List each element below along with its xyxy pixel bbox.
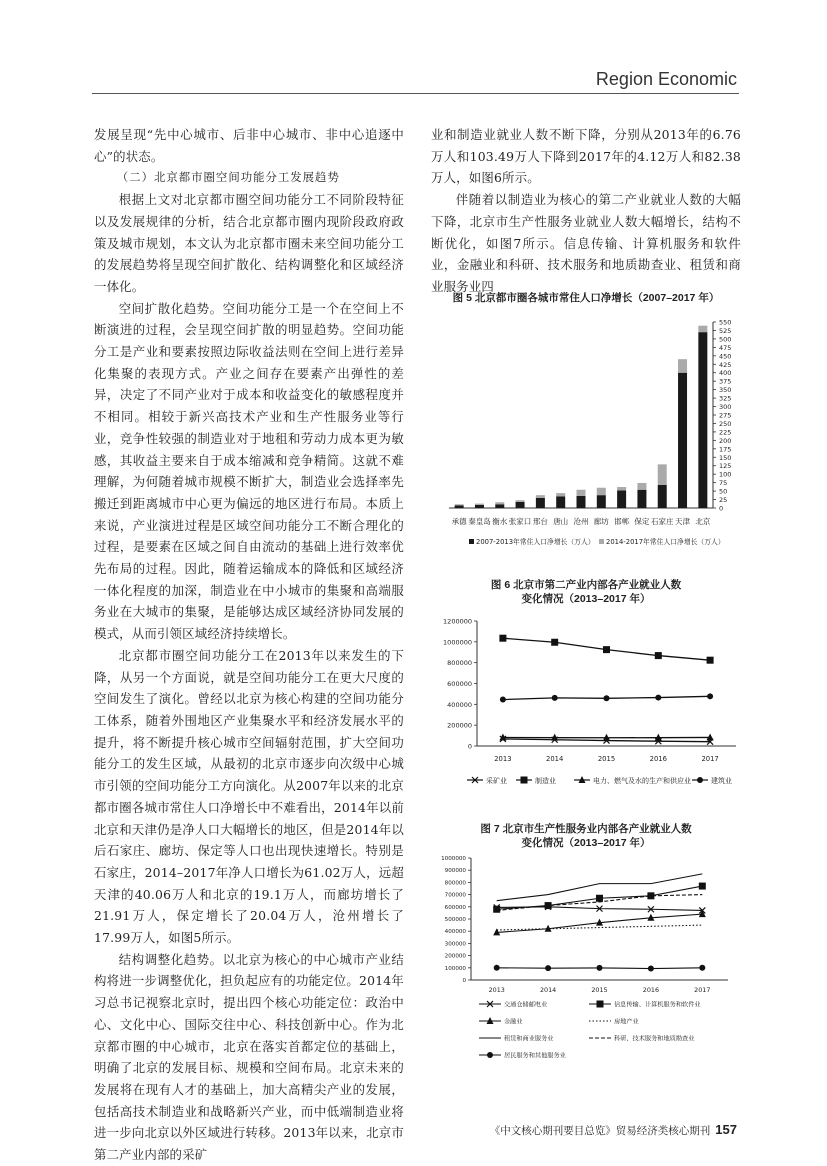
legend-label: 信息传输、计算机服务和软件业: [614, 1001, 701, 1009]
data-point: [597, 965, 603, 971]
x-tick-label: 沧州: [574, 516, 589, 526]
x-tick-label: 唐山: [553, 516, 568, 526]
y-tick-label: 0: [468, 743, 472, 751]
legend-label: 2007-2013年常住人口净增长（万人）: [476, 537, 595, 546]
figure-5-title: 图 5 北京都市圈各城市常住人口净增长（2007–2017 年）: [431, 291, 741, 305]
header-rule: [92, 93, 739, 94]
y-tick-label: 525: [719, 327, 731, 335]
legend-label: 租赁和商业服务业: [504, 1035, 554, 1043]
bar-2014-2017: [658, 464, 667, 485]
bar-2014-2017: [678, 359, 687, 373]
x-tick-label: 2017: [701, 755, 718, 763]
bar-2014-2017: [516, 500, 525, 502]
y-tick-label: 600000: [447, 680, 472, 688]
data-point: [604, 695, 610, 701]
y-tick-label: 1000000: [441, 856, 466, 862]
figure-7-title-line2: 变化情况（2013–2017 年）: [431, 836, 741, 850]
y-tick-label: 175: [719, 445, 731, 453]
data-point: [499, 635, 506, 642]
data-point: [552, 695, 558, 701]
paragraph: 发展呈现“先中心城市、后非中心城市、非中心追逐中心”的状态。: [94, 124, 404, 167]
x-tick-label: 邯郸: [614, 516, 630, 526]
y-tick-label: 375: [719, 378, 731, 386]
y-tick-label: 600000: [445, 905, 467, 911]
y-tick-label: 500000: [445, 917, 467, 923]
y-tick-label: 550: [719, 319, 731, 327]
x-tick-label: 承德: [452, 516, 467, 526]
legend-marker: [521, 777, 528, 784]
data-point: [494, 965, 500, 971]
left-column: [94, 124, 404, 1166]
bar-2014-2017: [536, 495, 545, 498]
bar-2007-2013: [556, 497, 565, 508]
legend-label: 建筑业: [711, 776, 732, 785]
y-tick-label: 425: [719, 361, 731, 369]
footer-journal: 《中文核心期刊要目总览》贸易经济类核心期刊: [490, 1125, 711, 1137]
data-point: [707, 657, 714, 664]
bar-2014-2017: [556, 493, 565, 496]
y-tick-label: 800000: [447, 659, 472, 667]
y-tick-label: 100: [719, 471, 731, 479]
paragraph: 空间扩散化趋势。空间功能分工是一个在空间上不断演进的过程，会呈现空间扩散的明显趋势。空间功能分工是产业和要素按照边际收益法则在空间上进行差异化集聚的表现方式。产业之间存在要素产出弹性的差异，决定了不同产业对于成本和收益变化的敏感程度并不相同。相较于新兴高技术产业和生产性服务业等行业，竞争性较强的制造业对于地租和劳动力成本更为敏感，其收益主要来自于成本缩减和竞争精简。这就不难理解，为何随着城市规模不断扩大，制造业会选择率先搬迁到距离城市中心更为偏远的地区进行布局。本质上来说，产业演进过程是区域空间功能分工不断合理化的过程，是要素在区域之间自由流动的基础上进行效率优先布局的过程。因此，随着运输成本的降低和区域经济一体化程度的加深，制造业在中小城市的集聚和高端服务业在大城市的集聚，是能够达成区域经济协同发展的模式，从而引领区域经济持续增长。: [94, 298, 404, 645]
bar-2007-2013: [678, 373, 687, 508]
bar-2014-2017: [577, 490, 586, 496]
y-tick-label: 400: [719, 369, 731, 377]
x-tick-label: 邢台: [533, 516, 548, 526]
x-tick-label: 廊坊: [594, 516, 609, 526]
bar-2007-2013: [637, 490, 646, 508]
x-tick-label: 2016: [643, 986, 659, 994]
legend-label: 制造业: [535, 776, 556, 785]
y-tick-label: 0: [462, 978, 466, 984]
y-tick-label: 1200000: [443, 618, 472, 626]
y-tick-label: 250: [719, 420, 731, 428]
y-tick-label: 500: [719, 335, 731, 343]
legend-label: 2014-2017年常住人口净增长（万人）: [606, 537, 725, 546]
y-tick-label: 1000000: [443, 638, 472, 646]
figure-6-title: [431, 578, 741, 606]
bar-2007-2013: [455, 505, 464, 508]
page-footer: [490, 1122, 737, 1138]
bar-2007-2013: [617, 490, 626, 508]
bar-2007-2013: [658, 485, 667, 508]
y-tick-label: 325: [719, 395, 731, 403]
data-point: [655, 652, 662, 659]
figure-7-title-line1: 图 7 北京市生产性服务业内部各产业就业人数: [431, 822, 741, 836]
y-tick-label: 900000: [445, 868, 467, 874]
data-point: [603, 646, 610, 653]
paragraph: 结构调整化趋势。以北京为核心的中心城市产业结构将进一步调整优化，担负起应有的功能定位。2014年习总书记视察北京时，提出四个核心功能定位：政治中心、文化中心、国际交往中心、科技创新中心。作为北京都市圈的中心城市，北京在落实首都定位的基础上，明确了北京的发展目标、规模和空间布局。北京未来的发展将在现有人才的基础上，加大高精尖产业的发展，包括高技术制造业和战略新兴产业，而中低端制造业将进一步向北京以外区域进行转移。2013年以来，北京市第二产业内部的采矿: [94, 949, 404, 1166]
data-point: [596, 895, 603, 902]
y-tick-label: 50: [719, 488, 727, 496]
bar-2007-2013: [536, 498, 545, 508]
y-tick-label: 275: [719, 412, 731, 420]
y-tick-label: 475: [719, 344, 731, 352]
legend-marker: [487, 1052, 493, 1058]
x-tick-label: 2017: [694, 986, 710, 994]
data-point: [493, 906, 500, 913]
bar-2007-2013: [577, 496, 586, 508]
y-tick-label: 350: [719, 386, 731, 394]
x-tick-label: 秦皇岛: [468, 516, 491, 526]
y-tick-label: 0: [719, 505, 723, 513]
x-tick-label: 衡水: [492, 516, 507, 526]
legend-label: 交通仓储邮电业: [504, 1001, 548, 1009]
figure-6-title-line2: 变化情况（2013–2017 年）: [431, 592, 741, 606]
data-point: [699, 883, 706, 890]
bar-2014-2017: [455, 504, 464, 505]
legend-label: 居民服务和其他服务业: [504, 1052, 567, 1060]
data-point: [699, 965, 705, 971]
data-point: [648, 966, 654, 972]
bar-2014-2017: [637, 483, 646, 490]
bar-2014-2017: [617, 487, 626, 490]
paragraph: 伴随着以制造业为核心的第二产业就业人数的大幅下降，北京市生产性服务业就业人数大幅增长，结构不断优化，如图7所示。信息传输、计算机服务和软件业，金融业和科研、技术服务和地质勘查业、租赁和商业服务业四: [431, 189, 741, 298]
x-tick-label: 2013: [494, 755, 511, 763]
y-tick-label: 125: [719, 462, 731, 470]
x-tick-label: 2015: [598, 755, 615, 763]
legend-label: 电力、燃气及水的生产和供应业: [593, 776, 691, 785]
paragraph: 北京都市圈空间功能分工在2013年以来发生的下降，从另一个方面说，就是空间功能分工在更大尺度的空间发生了演化。曾经以北京为核心构建的空间功能分工体系，随着外围地区产业集聚水平和经济发展水平的提升，将不断提升核心城市空间辐射范围，扩大空间功能分工的发生区域，从最初的北京市逐步向次级中心城市引领的空间功能分工方向演化。从2007年以来的北京都市圈各城市常住人口净增长中不难看出，2014年以前北京和天津仍是净人口大幅增长的地区，但是2014年以后石家庄、廊坊、保定等人口也出现快速增长。特别是石家庄，2014–2017年净人口增长为61.02万人，远超天津的40.06万人和北京的19.1万人，而廊坊增长了21.91万人，保定增长了20.04万人，沧州增长了17.99万人，如图5所示。: [94, 645, 404, 949]
paragraph: 业和制造业就业人数不断下降，分别从2013年的6.76万人和103.49万人下降到2017年的4.12万人和82.38万人，如图6所示。: [431, 124, 741, 189]
legend-swatch: [599, 539, 604, 544]
x-tick-label: 保定: [634, 516, 649, 526]
figure-7-title: [431, 822, 741, 850]
y-tick-label: 400000: [447, 701, 472, 709]
y-tick-label: 800000: [445, 880, 467, 886]
bar-2014-2017: [597, 488, 606, 495]
y-tick-label: 150: [719, 454, 731, 462]
data-point: [551, 639, 558, 646]
y-tick-label: 450: [719, 352, 731, 360]
y-tick-label: 200: [719, 437, 731, 445]
figure-6-chart: [431, 613, 746, 813]
bar-2007-2013: [698, 332, 707, 508]
right-column: [431, 124, 741, 298]
y-tick-label: 100000: [445, 966, 467, 972]
figure-7-chart: [431, 852, 746, 1067]
legend-label: 采矿业: [486, 776, 507, 785]
bar-2007-2013: [516, 502, 525, 508]
bar-2007-2013: [597, 495, 606, 508]
legend-label: 房地产业: [614, 1018, 640, 1026]
figure-5-chart: [431, 312, 746, 562]
data-point: [707, 693, 713, 699]
legend-label: 金融业: [504, 1018, 523, 1026]
page-number: 157: [715, 1122, 737, 1137]
bar-2014-2017: [475, 504, 484, 505]
x-tick-label: 北京: [695, 516, 710, 526]
y-tick-label: 75: [719, 479, 727, 487]
x-tick-label: 张家口: [509, 516, 532, 526]
x-tick-label: 2016: [650, 755, 667, 763]
running-header: Region Economic: [596, 69, 737, 90]
series-line: [497, 925, 703, 930]
x-tick-label: 2014: [546, 755, 563, 763]
y-tick-label: 200000: [447, 722, 472, 730]
data-point: [545, 965, 551, 971]
x-tick-label: 2014: [540, 986, 556, 994]
y-tick-label: 400000: [445, 929, 467, 935]
legend-label: 科研、技术服务和地质勘查业: [614, 1035, 695, 1043]
bar-2014-2017: [495, 502, 504, 504]
x-tick-label: 石家庄: [651, 516, 674, 526]
x-tick-label: 2015: [591, 986, 607, 994]
y-tick-label: 25: [719, 496, 727, 504]
data-point: [500, 697, 506, 703]
legend-marker: [597, 1001, 604, 1008]
y-tick-label: 225: [719, 428, 731, 436]
legend-swatch: [469, 539, 474, 544]
section-heading: （二）北京都市圈空间功能分工发展趋势: [94, 167, 404, 189]
figure-6-title-line1: 图 6 北京市第二产业内部各产业就业人数: [431, 578, 741, 592]
legend-marker: [697, 777, 703, 783]
y-tick-label: 300000: [445, 941, 467, 947]
x-tick-label: 2013: [489, 986, 505, 994]
y-tick-label: 700000: [445, 893, 467, 899]
bar-2007-2013: [495, 504, 504, 508]
bar-2007-2013: [475, 505, 484, 508]
data-point: [655, 695, 661, 701]
x-tick-label: 天津: [675, 516, 691, 526]
paragraph: 根据上文对北京都市圈空间功能分工不同阶段特征以及发展规律的分析，结合北京都市圈内现阶段政府政策及城市规划，本文认为北京都市圈未来空间功能分工的发展趋势将呈现空间扩散化、结构调整化和区域经济一体化。: [94, 189, 404, 298]
y-tick-label: 300: [719, 403, 731, 411]
y-tick-label: 200000: [445, 954, 467, 960]
bar-2014-2017: [698, 326, 707, 332]
